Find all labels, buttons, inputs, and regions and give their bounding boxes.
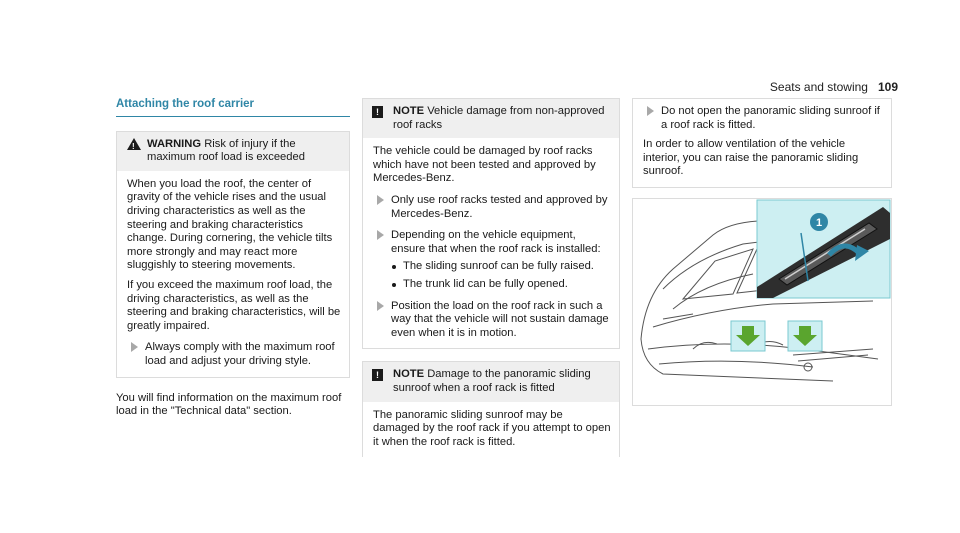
note-step-text-3: Position the load on the roof rack in such a way that the vehicle will not sustain damage even when it is in motion. — [391, 299, 609, 339]
warning-step — [127, 341, 341, 368]
instruction-box — [632, 98, 892, 188]
note-paragraph-2: The panoramic sliding sunroof may be damaged by the roof rack if you attempt to open it when the roof rack is fitted. — [373, 408, 611, 448]
note-step-2 — [373, 229, 611, 291]
callout-number: 1 — [815, 217, 823, 229]
note-step-text-2: Depending on the vehicle equipment, ensure that when the roof rack is installed: — [391, 229, 601, 255]
warning-head-text: Risk of injury if the maximum roof load is exceeded — [147, 137, 305, 164]
note-step-1 — [373, 194, 611, 221]
note-header-2 — [363, 362, 619, 401]
note-step-3 — [373, 300, 611, 341]
note-head-text-2: Damage to the panoramic sliding sunroof when a roof rack is fitted — [393, 368, 591, 394]
note-body-2 — [363, 402, 619, 458]
step-arrow-icon — [377, 301, 384, 311]
step-arrow-icon — [647, 106, 654, 116]
step-arrow-icon — [377, 230, 384, 240]
bullet-text-2: The trunk lid can be fully opened. — [403, 277, 568, 290]
warning-label: WARNING — [147, 137, 202, 150]
column-3 — [632, 98, 892, 188]
column-2 — [362, 98, 620, 457]
note-box-1 — [362, 98, 620, 349]
section-title: Attaching the roof carrier — [116, 98, 350, 117]
note-body-1 — [363, 138, 619, 348]
note-box-2 — [362, 361, 620, 457]
car-roof-drawing — [633, 199, 891, 405]
instruction-paragraph: In order to allow ventilation of the vehicle interior, you can raise the panoramic sliding sunroof. — [643, 138, 859, 178]
bullet-icon — [392, 283, 396, 287]
note-icon: ! — [372, 369, 383, 381]
warning-header — [117, 132, 349, 171]
warning-box — [116, 131, 350, 378]
warning-body — [117, 171, 349, 377]
instruction-step — [643, 105, 883, 132]
warning-paragraph-1: When you load the roof, the center of gravity of the vehicle rises and the usual driving characteristics as well as the steering and braking characteristics change. During cornering, the vehicle tilts more strongly and may react more sluggishly to steering movements. — [127, 177, 333, 272]
bullet-icon — [392, 265, 396, 269]
note-head-text-1: Vehicle damage from non-approved roof racks — [393, 105, 605, 131]
info-paragraph: You will find information on the maximum roof load in the "Technical data" section. — [116, 391, 342, 418]
column-1 — [116, 98, 350, 419]
note-step-text-1: Only use roof racks tested and approved by Mercedes-Benz. — [391, 193, 608, 220]
roof-illustration — [632, 198, 892, 406]
warning-step-text: Always comply with the maximum roof load and adjust your driving style. — [145, 341, 335, 367]
note-label-1: NOTE — [393, 105, 425, 117]
bullet-text-1: The sliding sunroof can be fully raised. — [403, 260, 594, 273]
step-arrow-icon — [377, 195, 384, 205]
warning-paragraph-2: If you exceed the maximum roof load, the driving characteristics, as well as the steering and braking characteristics, will be greatly impaired. — [127, 278, 341, 332]
list-item — [391, 278, 611, 292]
section-name: Seats and stowing — [769, 80, 868, 94]
list-item — [391, 260, 611, 274]
note-icon: ! — [372, 106, 383, 118]
page-header — [770, 80, 898, 94]
note-paragraph-1: The vehicle could be damaged by roof racks which have not been tested and approved by Mercedes-Benz. — [373, 145, 596, 185]
page-number: 109 — [877, 80, 898, 94]
step-arrow-icon — [131, 342, 138, 352]
note-header-1 — [363, 99, 619, 138]
instruction-step-text: Do not open the panoramic sliding sunroof if a roof rack is fitted. — [661, 105, 880, 131]
note-label-2: NOTE — [393, 368, 425, 381]
warning-icon: ! — [127, 138, 141, 150]
